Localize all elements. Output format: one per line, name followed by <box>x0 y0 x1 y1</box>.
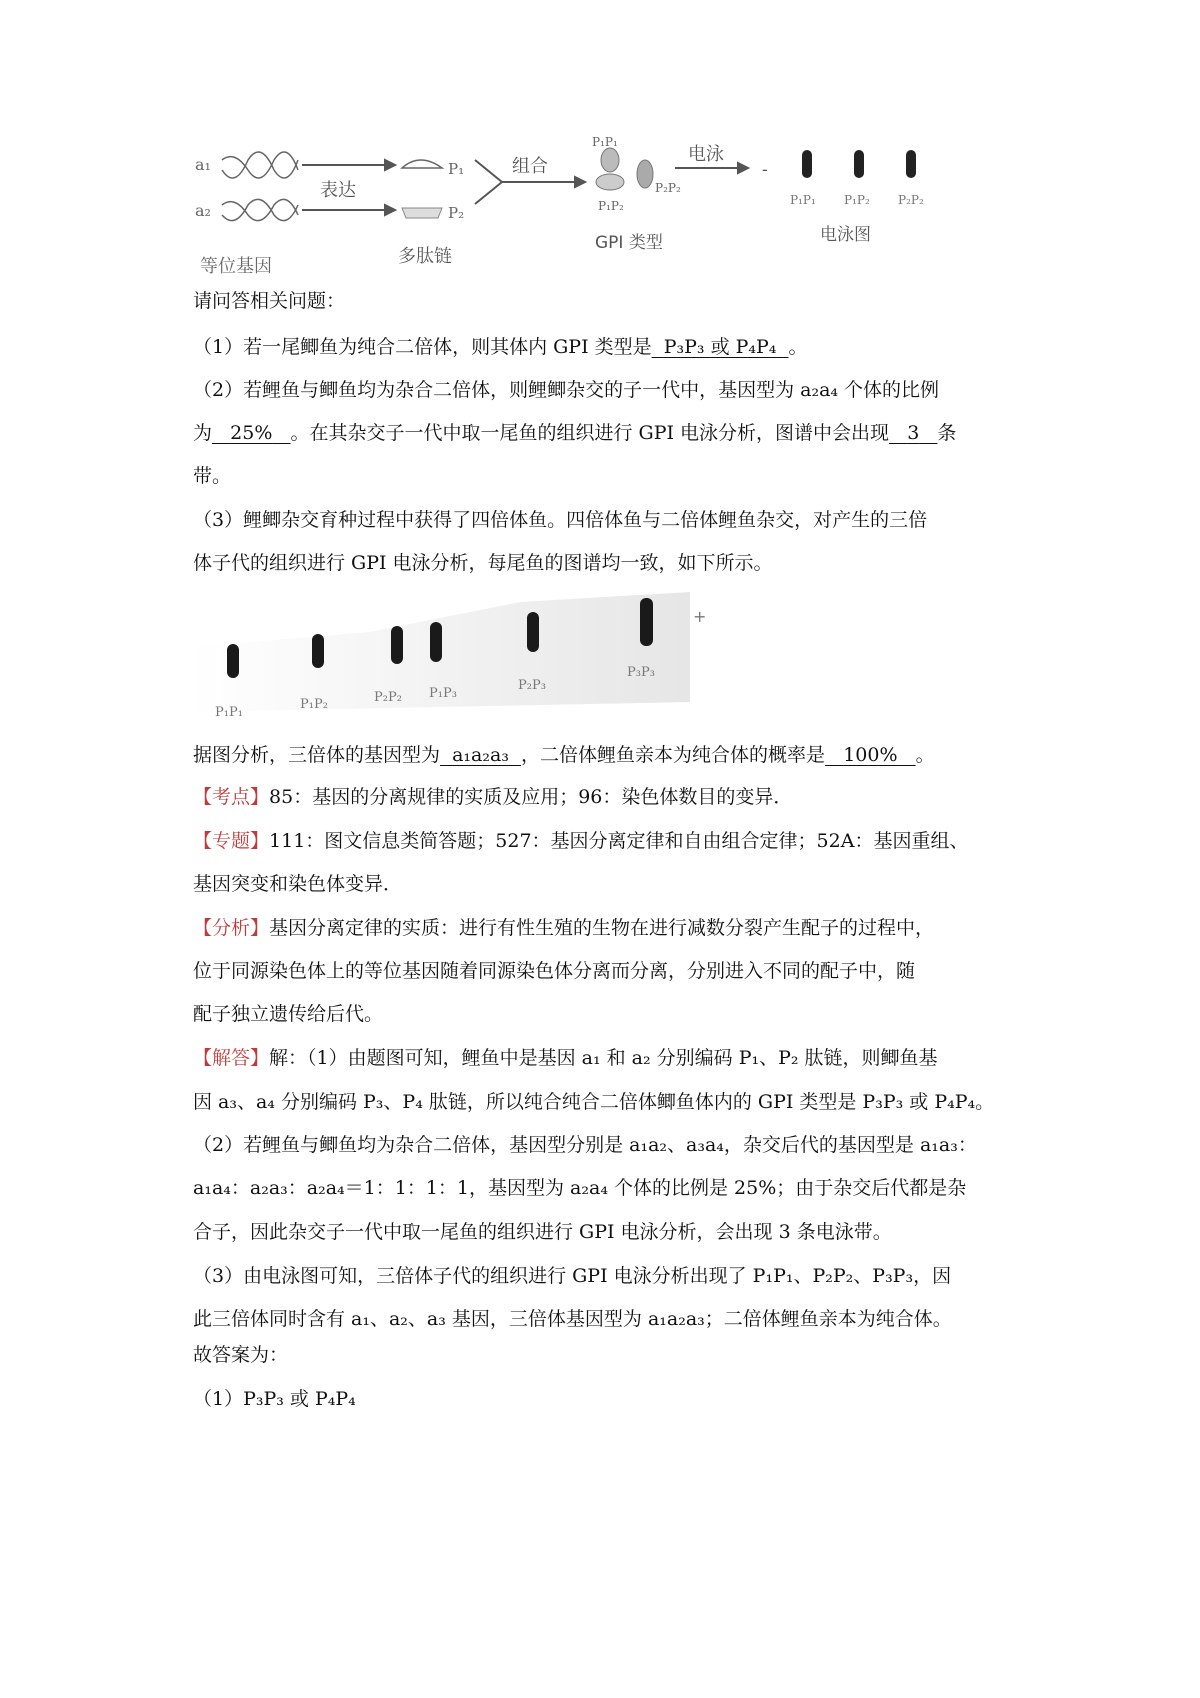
q2-answer-1: 25% <box>230 422 273 444</box>
fig2-answer-2: 100% <box>843 744 898 766</box>
q2-prefix: 为 <box>193 422 213 444</box>
band-p1p1-label: P₁P₁ <box>790 193 816 207</box>
expression-label: 表达 <box>320 180 356 201</box>
gpi-dimer-p1p1 <box>601 148 619 172</box>
fig2-end: 。 <box>915 744 935 766</box>
fenxi-line2: 位于同源染色体上的等位基因随着同源染色体分离而分离，分别进入不同的配子中，随 <box>193 960 916 982</box>
q2-answer-2: 3 <box>907 422 920 444</box>
band-p2p2-label: P₂P₂ <box>898 193 924 207</box>
q1-answer: P₃P₃ 或 P₄P₄ <box>663 336 777 358</box>
band-p3p3-fig2 <box>640 598 653 646</box>
polypeptide-p2 <box>402 208 442 218</box>
kaodian-text: 85：基因的分离规律的实质及应用；96：染色体数目的变异． <box>269 786 793 808</box>
band-p1p1-fig2 <box>227 644 239 678</box>
jieda-tag: 【解答】 <box>193 1047 270 1069</box>
plus-label: + <box>693 607 707 626</box>
question-3-line1: （3）鲤鲫杂交育种过程中获得了四倍体鱼。四倍体鱼与二倍体鲤鱼杂交，对产生的三倍 <box>193 509 928 531</box>
jieda-line5: 合子，因此杂交子一代中取一尾鱼的组织进行 GPI 电泳分析，会出现 3 条电泳带。 <box>193 1221 892 1243</box>
fig2-answer-1: a₁a₂a₃ <box>452 744 509 766</box>
gene-expression-figure <box>190 130 950 280</box>
question-2-line3: 带。 <box>193 465 232 487</box>
jieda-line4: a₁a₄：a₂a₃：a₂a₄＝1：1：1：1，基因型为 a₂a₄ 个体的比例是 25%；由于杂交后代都是杂 <box>193 1177 967 1199</box>
kaodian-line <box>193 782 953 812</box>
gpi-p1p1-label: P₁P₁ <box>592 135 618 149</box>
zhuanti-text-1: 111：图文信息类简答题；527：基因分离定律和自由组合定律；52A：基因重组、 <box>269 830 969 852</box>
minus-label: - <box>762 160 768 179</box>
band-p1p2-fig2 <box>312 634 324 668</box>
fig2-label-p3p3: P₃P₃ <box>627 665 655 680</box>
gene-a2-label: a₂ <box>195 201 211 220</box>
fenxi-text-1: 基因分离定律的实质：进行有性生殖的生物在进行减数分裂产生配子的过程中， <box>269 917 935 939</box>
fig2-text-b: ，二倍体鲤鱼亲本为纯合体的概率是 <box>521 744 826 766</box>
question-2-line2 <box>193 418 957 448</box>
q2-mid: 。在其杂交子一代中取一尾鱼的组织进行 GPI 电泳分析，图谱中会出现 <box>290 422 890 444</box>
polypeptide-label: 多肽链 <box>398 246 452 267</box>
q1-end: 。 <box>788 336 808 358</box>
dna-helix-a1 <box>222 152 298 178</box>
gpi-dimer-p1p2 <box>596 174 624 190</box>
fig2-label-p1p1: P₁P₁ <box>215 705 243 720</box>
combine-label: 组合 <box>512 156 548 177</box>
band-p2p2 <box>906 150 916 178</box>
p1-label: P₁ <box>448 160 465 178</box>
polypeptide-p1 <box>402 160 442 168</box>
gene-a1-label: a₁ <box>195 155 211 174</box>
zhuanti-line2: 基因突变和染色体变异． <box>193 873 403 895</box>
gpi-type-label: GPI 类型 <box>595 233 663 253</box>
jieda-line2: 因 a₃、a₄ 分别编码 P₃、P₄ 肽链，所以纯合纯合二倍体鲫鱼体内的 GPI 类型是 P₃P₃ 或 P₄P₄。 <box>193 1091 995 1113</box>
band-p1p3-fig2 <box>430 622 442 662</box>
p2-label: P₂ <box>448 204 465 222</box>
jieda-line1 <box>193 1043 953 1073</box>
gpi-dimer-p2p2 <box>637 160 653 188</box>
intro-text: 请问答相关问题： <box>193 290 346 312</box>
zhuanti-line1 <box>193 826 969 856</box>
kaodian-tag: 【考点】 <box>193 786 270 808</box>
question-3-line2: 体子代的组织进行 GPI 电泳分析，每尾鱼的图谱均一致，如下所示。 <box>193 552 773 574</box>
fig2-label-p1p2: P₁P₂ <box>300 697 328 712</box>
electro-map-label: 电泳图 <box>820 225 871 245</box>
question-2-line1: （2）若鲤鱼与鲫鱼均为杂合二倍体，则鲤鲫杂交的子一代中，基因型为 a₂a₄ 个体的比例 <box>193 379 940 401</box>
jieda-text-1: 解：（1）由题图可知，鲤鱼中是基因 a₁ 和 a₂ 分别编码 P₁、P₂ 肽链，则鲫鱼基 <box>269 1047 938 1069</box>
answer-1: （1）P₃P₃ 或 P₄P₄ <box>193 1388 356 1410</box>
question-1 <box>193 332 953 362</box>
fig2-label-p2p3: P₂P₃ <box>518 678 546 693</box>
answer-intro: 故答案为： <box>193 1344 289 1366</box>
fenxi-tag: 【分析】 <box>193 917 270 939</box>
jieda-line3: （2）若鲤鱼与鲫鱼均为杂合二倍体，基因型分别是 a₁a₂、a₃a₄，杂交后代的基因型是 a₁a₃： <box>193 1134 977 1156</box>
q1-text: （1）若一尾鲫鱼为纯合二倍体，则其体内 GPI 类型是 <box>193 336 652 358</box>
fenxi-line1 <box>193 913 953 943</box>
gpi-p2p2-label: P₂P₂ <box>655 181 681 195</box>
jieda-line7: 此三倍体同时含有 a₁、a₂、a₃ 基因，三倍体基因型为 a₁a₂a₃；二倍体鲤鱼亲本为纯合体。 <box>193 1308 952 1330</box>
band-p2p3-fig2 <box>527 612 539 652</box>
fenxi-line3: 配子独立遗传给后代。 <box>193 1003 384 1025</box>
fig2-label-p1p3: P₁P₃ <box>429 686 457 701</box>
electrophoresis-label: 电泳 <box>688 144 724 165</box>
fig2-label-p2p2: P₂P₂ <box>374 690 402 705</box>
jieda-line6: （3）由电泳图可知，三倍体子代的组织进行 GPI 电泳分析出现了 P₁P₁、P₂P₂、P₃P₃，因 <box>193 1265 952 1287</box>
gpi-p1p2-label: P₁P₂ <box>598 199 624 213</box>
band-p1p2 <box>854 150 864 178</box>
band-p1p2-label: P₁P₂ <box>844 193 870 207</box>
fig2-analysis <box>193 740 953 770</box>
dna-helix-a2 <box>222 199 298 220</box>
triploid-electrophoresis-figure <box>190 592 720 732</box>
zhuanti-tag: 【专题】 <box>193 830 270 852</box>
q2-suffix: 条 <box>937 422 957 444</box>
band-p2p2-fig2 <box>391 626 403 664</box>
allele-label: 等位基因 <box>200 256 272 277</box>
fig2-text-a: 据图分析，三倍体的基因型为 <box>193 744 441 766</box>
band-p1p1 <box>802 150 812 178</box>
